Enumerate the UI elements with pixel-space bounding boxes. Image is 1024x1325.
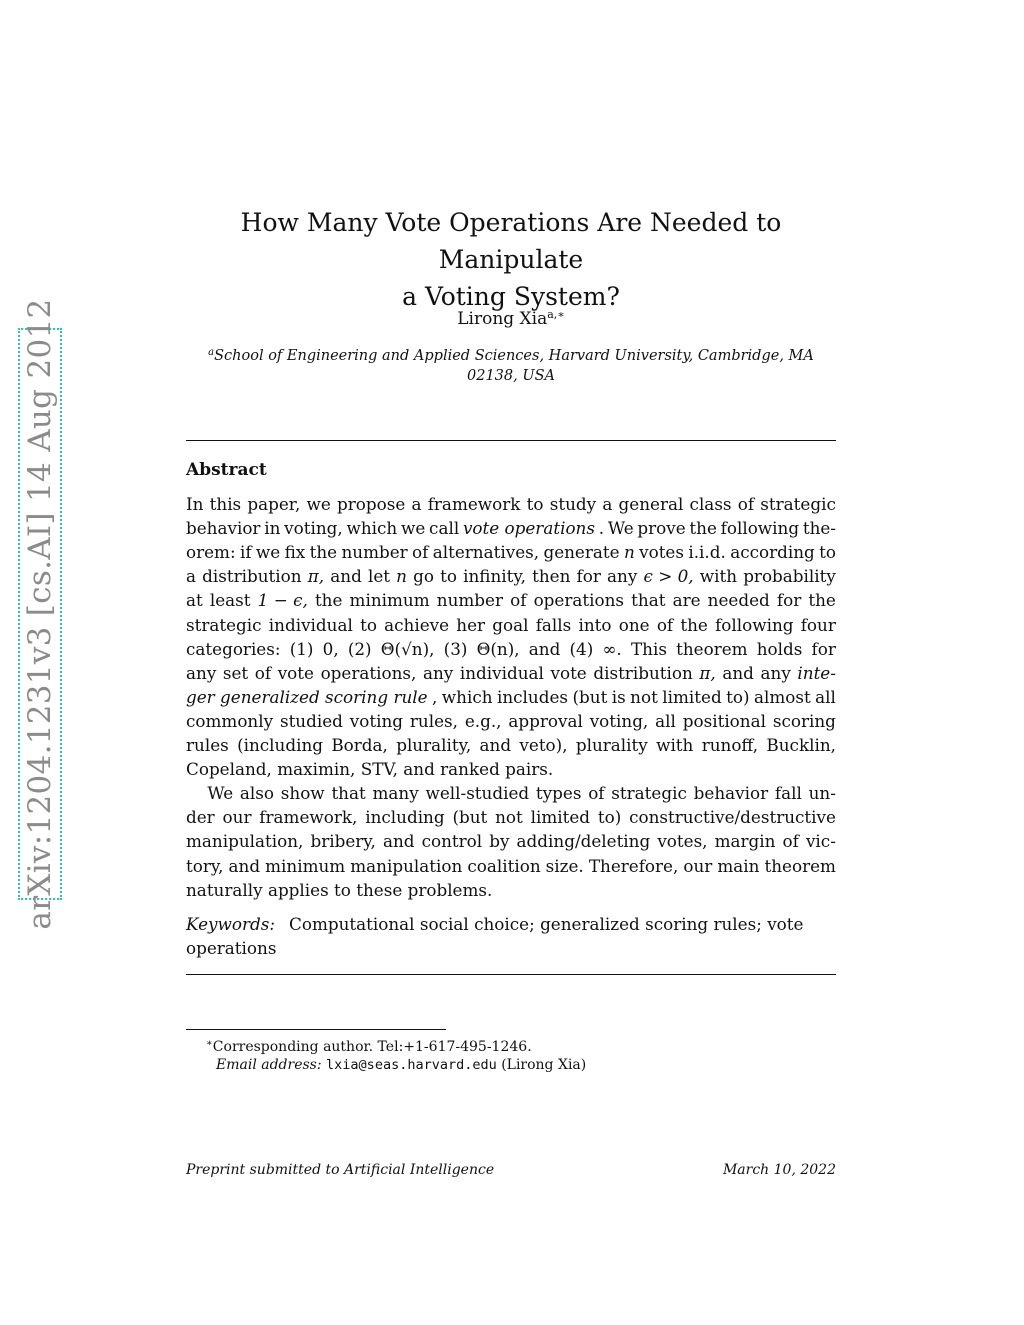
abstract-line [186, 709, 836, 733]
bottom-divider [186, 974, 836, 975]
abstract-word: of [412, 542, 429, 563]
abstract-line [186, 661, 836, 685]
affiliation [186, 343, 836, 386]
abstract-word: manipulation, [186, 831, 304, 852]
abstract-word: the [808, 590, 836, 611]
abstract-word: 1 − ϵ, [257, 590, 308, 611]
email-owner: (Lirong Xia) [501, 1057, 587, 1073]
abstract-word: that [331, 783, 366, 804]
abstract-word: following [715, 614, 794, 635]
abstract-word: includes [496, 686, 569, 707]
abstract-word: behavior [186, 518, 261, 539]
keywords-line-1 [186, 912, 836, 936]
abstract-line [186, 757, 836, 781]
abstract-word: go [413, 566, 434, 587]
abstract-word: individual [459, 662, 544, 683]
abstract-word: 0, [322, 638, 339, 659]
abstract-word: needed [707, 590, 770, 611]
abstract-word: (3) [443, 638, 468, 659]
abstract-word: any [186, 662, 217, 683]
abstract-word: we [306, 494, 331, 514]
abstract-word: . [598, 518, 605, 539]
abstract-word: (1) [289, 638, 314, 659]
abstract-word: probability [743, 566, 836, 587]
abstract-word: class [689, 494, 732, 514]
abstract-word: not [630, 686, 658, 707]
page-footer [186, 1160, 836, 1180]
arxiv-identifier[interactable]: arXiv:1204.1231v3 [cs.AI] 14 Aug 2012 [22, 298, 58, 930]
abstract-word: into [578, 614, 612, 635]
abstract-word: achieve [384, 614, 450, 635]
title-line-2: a Voting System? [402, 282, 620, 311]
abstract-word: which [441, 686, 493, 707]
abstract-word: the [689, 518, 717, 539]
abstract-word: distribution [202, 566, 302, 587]
abstract-word: of [588, 783, 605, 804]
abstract-word: almost [753, 686, 811, 707]
keywords-line-2: operations [186, 938, 277, 958]
abstract-word: four [800, 614, 836, 635]
author-name: Lirong Xia [457, 309, 548, 329]
arxiv-stamp[interactable] [18, 298, 62, 930]
abstract-word: operations [533, 590, 625, 611]
abstract-word: π, [307, 566, 325, 587]
abstract-word: ger generalized scoring rule [186, 686, 428, 707]
abstract-word: (but [572, 686, 608, 707]
abstract-word: theorem [764, 855, 836, 876]
abstract-word: votes, [657, 831, 708, 852]
abstract-word: ∞. [602, 638, 622, 659]
keywords [186, 912, 836, 960]
abstract-word: fall [774, 783, 802, 804]
abstract-word: to) [726, 686, 750, 707]
abstract-word: fix [284, 542, 306, 563]
abstract-word: behavior [693, 783, 769, 804]
abstract-word: main [717, 855, 760, 876]
abstract-word: also [239, 783, 275, 804]
abstract-word: We [607, 518, 634, 539]
abstract-word: which [346, 518, 398, 539]
abstract-line [186, 685, 836, 709]
abstract-word: plurality, [396, 735, 472, 755]
top-divider [186, 440, 836, 441]
abstract-word: our [222, 807, 252, 828]
footer-submission: Preprint submitted to Artificial Intelligence [186, 1162, 495, 1178]
abstract-word: categories: [186, 638, 281, 659]
abstract-word: der [186, 807, 215, 828]
abstract-word: at [186, 590, 203, 611]
abstract-word: vote operations [462, 518, 595, 539]
footnote-mark: ∗ [206, 1038, 213, 1049]
footnote-corresponding [206, 1034, 826, 1057]
affiliation-line-2: 02138, USA [467, 368, 555, 384]
abstract-word: π, [699, 662, 716, 683]
abstract-word: margin [714, 831, 776, 852]
abstract-word: We [186, 783, 234, 804]
abstract-word: voting, [284, 518, 343, 539]
abstract-word: propose [337, 494, 406, 514]
footnote-divider [186, 1029, 446, 1030]
abstract-word: including [365, 807, 445, 828]
abstract-word: This [630, 638, 667, 659]
abstract-word: inte- [797, 662, 836, 683]
abstract-word: of [782, 831, 799, 852]
abstract-word: e.g., [464, 710, 502, 731]
abstract-word: are [672, 590, 701, 611]
abstract-word: (4) [569, 638, 594, 659]
abstract-word: the [680, 614, 708, 635]
abstract-word: control [421, 831, 483, 852]
abstract-word: the [314, 590, 343, 611]
abstract-word: by [489, 831, 510, 852]
abstract-word: of [510, 590, 527, 611]
abstract-line [186, 854, 836, 878]
abstract-line [186, 637, 836, 661]
email-address[interactable]: lxia@seas.harvard.edu [326, 1057, 497, 1073]
abstract-word: limited [662, 686, 722, 707]
abstract-word: size. [545, 855, 584, 876]
abstract-word: in [264, 518, 281, 539]
abstract-word: Bucklin, [766, 735, 836, 755]
abstract-word: , [432, 686, 438, 707]
abstract-word: naturally applies to these problems. [186, 879, 493, 900]
abstract-word: any [607, 566, 638, 587]
abstract-word: Copeland, maximin, STV, and ranked pairs. [186, 759, 554, 780]
abstract-word: the [309, 542, 338, 563]
abstract-word: prove [637, 518, 686, 539]
abstract-word: (including [237, 735, 324, 755]
affiliation-mark: a [208, 347, 215, 358]
abstract-word: for [576, 566, 601, 587]
abstract-word: vote [550, 662, 587, 683]
abstract-word: and [479, 735, 512, 755]
abstract-word: generate [543, 542, 620, 563]
author [186, 303, 836, 331]
abstract-word: un- [808, 783, 836, 804]
abstract-word: n [396, 566, 407, 587]
abstract-word: bribery, [310, 831, 376, 852]
abstract-word: and [382, 831, 415, 852]
abstract-word: constructive/destructive [629, 807, 836, 828]
abstract-word: adding/deleting [516, 831, 651, 852]
author-marks: a,∗ [547, 308, 565, 321]
abstract-word: then [532, 566, 571, 587]
paper-title [186, 204, 836, 315]
abstract-word: and [722, 662, 754, 683]
abstract-word: our [683, 855, 713, 876]
abstract-word: holds [756, 638, 803, 659]
abstract-word: votes [639, 542, 684, 563]
abstract-word: of [737, 494, 755, 514]
abstract-word: framework, [259, 807, 358, 828]
abstract-word: orem: [186, 542, 236, 563]
affiliation-line-1 [186, 343, 836, 366]
abstract-word: manipulation [350, 855, 463, 876]
abstract-word: i.i.d. [688, 542, 726, 563]
abstract-line [186, 805, 836, 829]
abstract-word: is [611, 686, 626, 707]
abstract-word: for [811, 638, 836, 659]
abstract-word: number [341, 542, 408, 563]
abstract-word: distribution [593, 662, 693, 683]
corresponding-author-text: Corresponding author. Tel:+1-617-495-1246. [212, 1039, 532, 1055]
abstract-word: minimum [265, 855, 346, 876]
email-label: Email address: [216, 1057, 322, 1073]
abstract-word: Borda, [331, 735, 388, 755]
abstract-word: we [401, 518, 426, 539]
abstract-word: rules [186, 735, 229, 755]
abstract-word: one [618, 614, 650, 635]
abstract-line [186, 781, 836, 805]
abstract-line [186, 829, 836, 853]
keywords-text: Computational social choice; generalized scoring rules; vote [289, 914, 804, 934]
abstract-word: any [422, 662, 454, 683]
abstract-word: any [760, 662, 791, 683]
abstract-word: least [209, 590, 251, 611]
abstract-word: vote [277, 662, 314, 683]
abstract-word: strategic [760, 494, 836, 514]
abstract-line [186, 516, 836, 540]
abstract-word: Θ(n), [476, 638, 520, 659]
abstract-word: with [699, 566, 738, 587]
abstract-word: a [186, 566, 197, 587]
abstract-word: and [228, 855, 261, 876]
footer-date: March 10, 2022 [722, 1162, 836, 1178]
abstract-word: let [367, 566, 390, 587]
abstract-word: runoff, [701, 735, 759, 755]
abstract-word: plurality [575, 735, 648, 755]
abstract-word: minimum [349, 590, 430, 611]
abstract-word: for [776, 590, 802, 611]
affiliation-text: School of Engineering and Applied Sciences, Harvard University, Cambridge, MA [214, 348, 814, 364]
abstract-word: well-studied [425, 783, 530, 804]
abstract-word: we [255, 542, 281, 563]
abstract-line [186, 733, 836, 757]
abstract-word: call [429, 518, 460, 539]
abstract-word: that [631, 590, 666, 611]
abstract-word: framework [427, 494, 521, 514]
abstract-word: to [819, 542, 836, 563]
abstract-word: operations, [320, 662, 417, 683]
abstract-line [186, 540, 836, 564]
abstract-word: goal [492, 614, 529, 635]
abstract-word: In [186, 494, 204, 514]
abstract-word: and [330, 566, 362, 587]
footnote-email [216, 1055, 836, 1075]
abstract-word: limited [530, 807, 591, 828]
abstract-word: infinity, [463, 566, 526, 587]
abstract-word: approval [508, 710, 583, 731]
abstract-line [186, 588, 836, 612]
abstract-word: falls [535, 614, 572, 635]
abstract-line [186, 492, 836, 516]
abstract-word: all [655, 710, 676, 731]
abstract-word: to [360, 614, 377, 635]
abstract-heading: Abstract [186, 460, 267, 480]
abstract-word: Θ(√n), [380, 638, 435, 659]
abstract-word: not [495, 807, 523, 828]
abstract-word: following [720, 518, 800, 539]
abstract-word: individual [268, 614, 353, 635]
abstract-word: tory, [186, 855, 224, 876]
abstract-word: the- [802, 518, 836, 539]
abstract-word: to [526, 494, 544, 514]
abstract-word: all [815, 686, 836, 707]
abstract-word: (but [452, 807, 488, 828]
keywords-label: Keywords: [186, 914, 275, 934]
abstract-word: to [440, 566, 457, 587]
abstract-word: to) [597, 807, 622, 828]
abstract-word: studied [279, 710, 343, 731]
abstract-word: of [656, 614, 674, 635]
abstract-word: according [730, 542, 815, 563]
abstract-word: strategic [186, 614, 262, 635]
abstract-word: coalition [467, 855, 541, 876]
abstract-word: with [656, 735, 694, 755]
abstract-word: scoring [772, 710, 836, 731]
abstract-word: show [280, 783, 325, 804]
abstract-word: a [602, 494, 613, 514]
abstract-word: (2) [347, 638, 372, 659]
abstract-word: n [623, 542, 635, 563]
abstract-word: voting, [589, 710, 649, 731]
abstract-word: positional [682, 710, 766, 731]
abstract-word: types [535, 783, 582, 804]
abstract-word: and [528, 638, 561, 659]
abstract-word: of [254, 662, 272, 683]
abstract-word: if [239, 542, 252, 563]
abstract-word: study [549, 494, 597, 514]
title-line-1: How Many Vote Operations Are Needed to Manipulate [240, 208, 782, 274]
abstract-word: theorem [676, 638, 748, 659]
abstract-word: general [618, 494, 684, 514]
abstract-word: paper, [247, 494, 301, 514]
abstract-word: ϵ > 0, [643, 566, 694, 587]
abstract-word: a [411, 494, 422, 514]
abstract-word: her [456, 614, 486, 635]
abstract-word: voting [349, 710, 404, 731]
abstract-word: many [372, 783, 419, 804]
abstract-word: rules, [409, 710, 458, 731]
abstract-line [186, 613, 836, 637]
abstract-word: vic- [805, 831, 836, 852]
abstract-line [186, 564, 836, 588]
abstract-word: alternatives, [432, 542, 540, 563]
abstract-word: set [222, 662, 249, 683]
abstract-word: this [209, 494, 242, 514]
abstract-word: veto), [519, 735, 568, 755]
abstract-line [186, 878, 836, 902]
abstract-word: number [436, 590, 503, 611]
abstract-word: Therefore, [588, 855, 679, 876]
abstract-word: strategic [611, 783, 687, 804]
abstract-word: commonly [186, 710, 274, 731]
